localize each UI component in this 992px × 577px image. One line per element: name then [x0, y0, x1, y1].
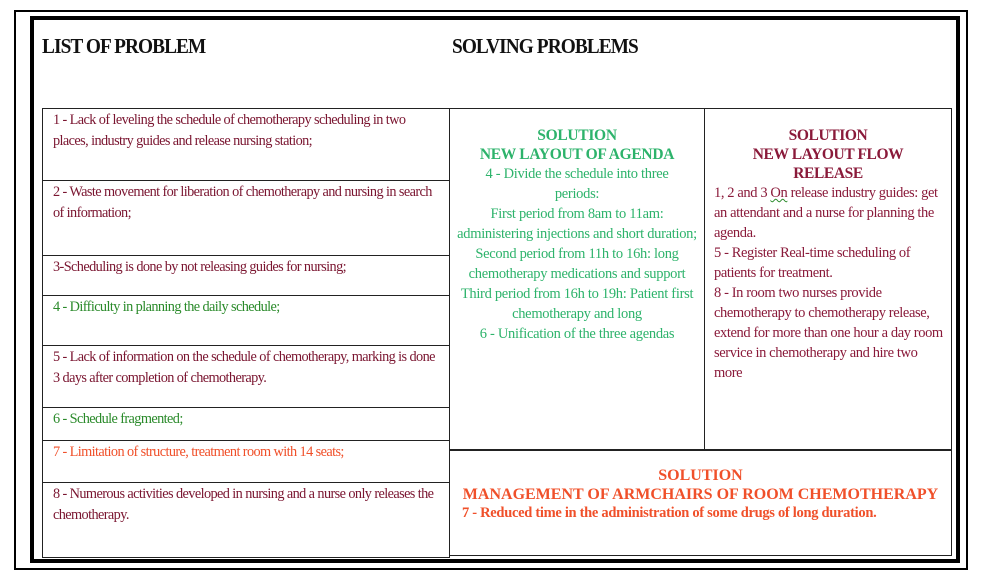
problem-item-6: 6 - Schedule fragmented; — [42, 407, 450, 440]
problem-item-1: 1 - Lack of leveling the schedule of chemotherapy scheduling in two places, industry guides and release nursing station; — [42, 108, 450, 180]
problem-list — [42, 108, 450, 558]
problem-item-5: 5 - Lack of information on the schedule of chemotherapy, marking is done 3 days after completion of chemotherapy. — [42, 345, 450, 407]
spellcheck-marked-word: On — [770, 185, 788, 201]
problem-item-3: 3-Scheduling is done by not releasing guides for nursing; — [42, 255, 450, 295]
armchairs-line-1: 7 - Reduced time in the administration of some drugs of long duration. — [462, 505, 877, 521]
agenda-line-5: 6 - Unification of the three agendas — [479, 326, 675, 342]
solving-problems-heading: SOLVING PROBLEMS — [452, 34, 638, 58]
solution-title: SOLUTION — [658, 467, 743, 484]
solution-title: SOLUTION — [537, 127, 617, 144]
solution-subtitle: NEW LAYOUT FLOW — [752, 146, 904, 163]
agenda-line-2: First period from 8am to 11am: administering injections and short duration; — [457, 206, 697, 242]
agenda-line-1: 4 - Divide the schedule into three periods: — [485, 166, 669, 202]
solution-subtitle: MANAGEMENT OF ARMCHAIRS OF ROOM CHEMOTHERAPY — [462, 486, 939, 503]
flow-line-1 — [705, 183, 951, 243]
list-of-problem-heading: LIST OF PROBLEM — [42, 34, 206, 58]
agenda-line-4: Third period from 16h to 19h: Patient first chemotherapy and long — [460, 286, 694, 322]
agenda-line-3: Second period from 11h to 16h: long chemotherapy medications and support — [468, 246, 686, 282]
solution-new-layout-of-agenda — [449, 108, 705, 450]
flow-line-2: 5 - Register Real-time scheduling of patients for treatment. — [714, 245, 911, 281]
solution-new-layout-flow-release — [704, 108, 952, 450]
solution-title: SOLUTION — [788, 127, 868, 144]
solution-management-of-armchairs — [449, 450, 952, 556]
problem-item-2: 2 - Waste movement for liberation of chemotherapy and nursing in search of information; — [42, 180, 450, 255]
flow-line-3: 8 - In room two nurses provide chemotherapy to chemotherapy release, extend for more than one hour a day room service in chemotherapy and hire two more — [714, 285, 943, 381]
flow-line-1-prefix: 1, 2 and 3 — [714, 185, 771, 201]
problem-item-8: 8 - Numerous activities developed in nursing and a nurse only releases the chemotherapy. — [42, 482, 450, 558]
problem-item-7: 7 - Limitation of structure, treatment room with 14 seats; — [42, 440, 450, 482]
problem-item-4: 4 - Difficulty in planning the daily schedule; — [42, 295, 450, 345]
solution-subtitle: NEW LAYOUT OF AGENDA — [479, 146, 675, 163]
flow-line-1-suffix: release industry guides: get an attendant and a nurse for planning the agenda. — [714, 185, 938, 241]
solution-subtitle-2: RELEASE — [793, 165, 863, 182]
